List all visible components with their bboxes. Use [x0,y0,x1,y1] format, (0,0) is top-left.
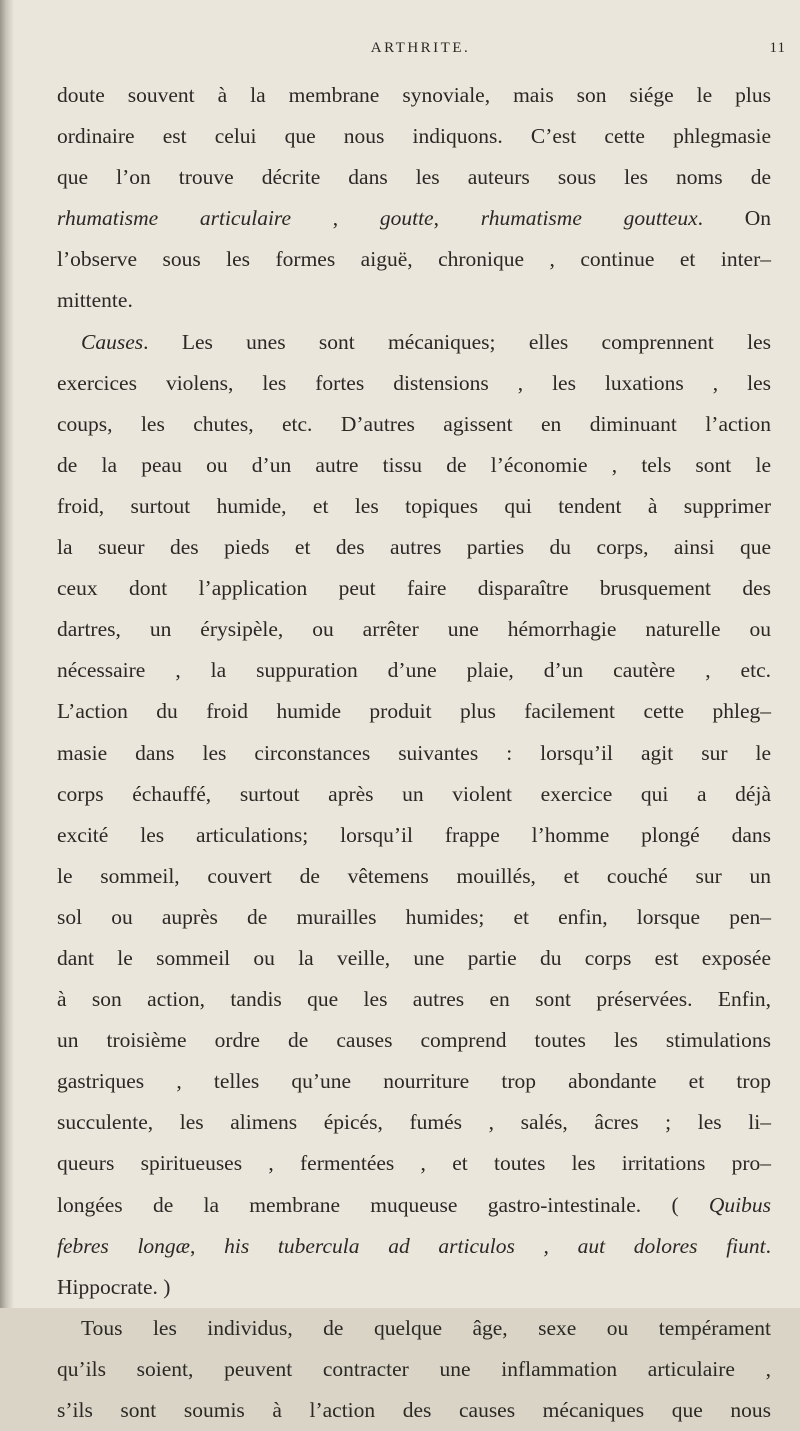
text-line: gastriques , telles qu’une nourriture trop abondante et trop [57,1069,771,1094]
text-line: un troisième ordre de causes comprend toutes les stimulations [57,1028,771,1053]
text-line: L’action du froid humide produit plus facilement cette phleg– [57,699,771,724]
text-line: succulente, les alimens épicés, fumés , salés, âcres ; les li– [57,1110,771,1135]
text-line: que l’on trouve décrite dans les auteurs sous les noms de [57,165,771,190]
text-line: le sommeil, couvert de vêtemens mouillés, et couché sur un [57,863,771,888]
latin-quote: Quibus [708,1192,771,1217]
text-line: sol ou auprès de murailles humides; et enfin, lorsque pen– [57,904,771,929]
text-line: à son action, tandis que les autres en sont préservées. Enfin, [57,987,771,1012]
body-text [57,75,771,1431]
text-line: febres longæ, his tubercula ad articulos , aut dolores fiunt. [57,1233,771,1258]
text-line: coups, les chutes, etc. D’autres agissent en diminuant l’action [57,411,771,436]
text-line: l’observe sous les formes aiguë, chronique , continue et inter– [57,247,771,272]
text-line: la sueur des pieds et des autres parties du corps, ainsi que [57,535,771,560]
italic-term: rhumatisme goutteux [480,206,698,231]
text-line: froid, surtout humide, et les topiques qui tendent à supprimer [57,493,771,518]
text-line: Hippocrate. ) [57,1274,171,1299]
page-number: 11 [769,40,786,56]
page-header [55,40,786,70]
text-line: qu’ils soient, peuvent contracter une inflammation articulaire , [57,1356,771,1381]
latin-quote: his tubercula ad articulos , aut dolores fiunt [224,1233,766,1258]
text-line: de la peau ou d’un autre tissu de l’économie , tels sont le [57,452,771,477]
text-line: masie dans les circonstances suivantes : lorsqu’il agit sur le [57,740,771,765]
text-line: ceux dont l’application peut faire disparaître brusquement des [57,576,771,601]
italic-term: rhumatisme articulaire [57,206,292,231]
text-line: nécessaire , la suppuration d’une plaie, d’un cautère , etc. [57,658,771,683]
text-line: dartres, un érysipèle, ou arrêter une hémorrhagie naturelle ou [57,617,771,642]
text-line: excité les articulations; lorsqu’il frappe l’homme plongé dans [57,822,771,847]
text-line: queurs spiritueuses , fermentées , et toutes les irritations pro– [57,1151,771,1176]
text-line: Causes. Les unes sont mécaniques; elles comprennent les [81,329,771,354]
text-line: ordinaire est celui que nous indiquons. C’est cette phlegmasie [57,124,771,149]
section-heading: Causes [81,329,144,354]
text-line: s’ils sont soumis à l’action des causes mécaniques que nous [57,1398,771,1422]
text-line: longées de la membrane muqueuse gastro-intestinale. ( Quibus [57,1192,771,1217]
latin-quote: febres longæ [57,1233,191,1258]
text-line: rhumatisme articulaire , goutte, rhumatisme goutteux. On [57,206,772,231]
text-line: doute souvent à la membrane synoviale, mais son siége le plus [57,83,771,107]
text-line: Tous les individus, de quelque âge, sexe ou tempérament [81,1315,771,1340]
text-line: dant le sommeil ou la veille, une partie du corps est exposée [57,945,771,970]
text-line: exercices violens, les fortes distensions , les luxations , les [57,370,771,395]
text-line: corps échauffé, surtout après un violent exercice qui a déjà [57,781,771,806]
running-title: ARTHRITE. [370,40,471,56]
text-line: mittente. [57,288,133,313]
italic-term: goutte [379,206,434,231]
